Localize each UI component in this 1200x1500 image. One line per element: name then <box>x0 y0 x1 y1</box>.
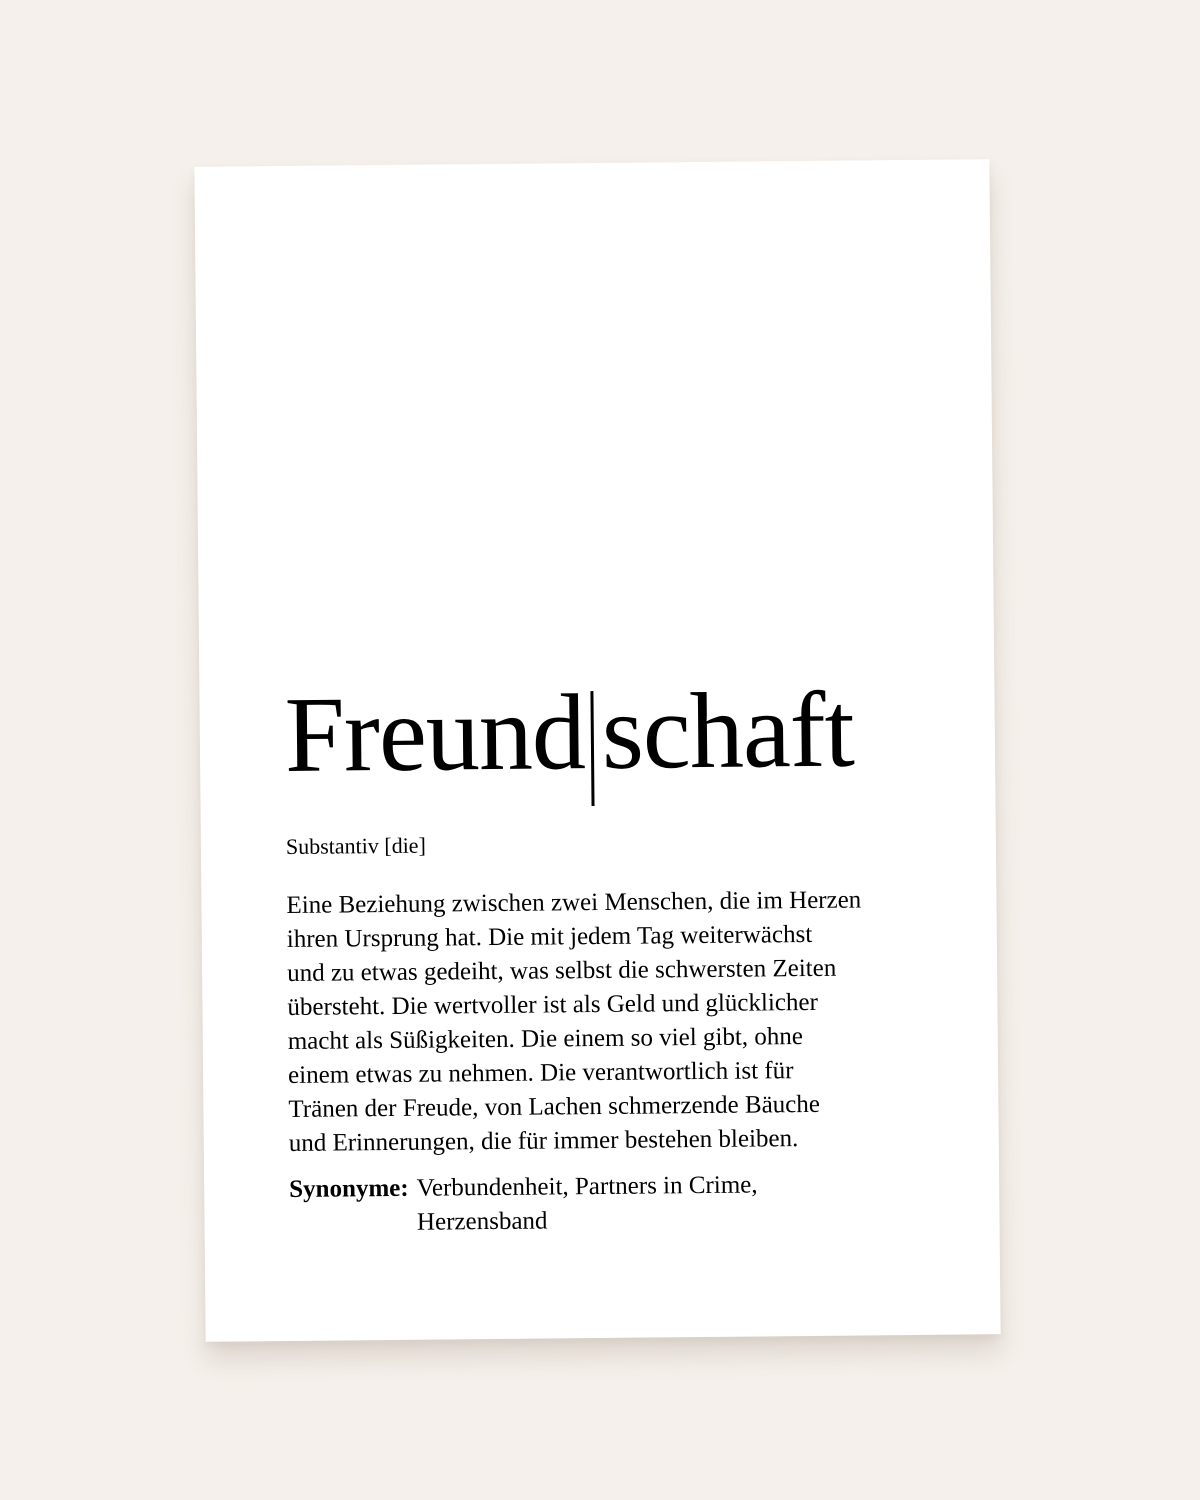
definition-block <box>284 670 929 1241</box>
headword <box>284 670 925 801</box>
syllable-divider <box>590 691 594 806</box>
part-of-speech: Substantiv [die] <box>285 832 426 859</box>
synonyms <box>289 1167 930 1241</box>
headword-syllable-2: schaft <box>601 670 855 792</box>
headword-syllable-1: Freund <box>284 673 586 795</box>
poster-card <box>194 159 1000 1342</box>
synonyms-label: Synonyme: <box>289 1174 409 1203</box>
definition-text: Eine Beziehung zwischen zwei Menschen, die im Herzen ihren Ursprung hat. Die mit jedem Tag weiterwächst und zu etwas gedeiht, was selbst die schwersten Zeiten übersteht. Die wertvoller ist als Geld und glücklicher macht als Süßigkeiten. Die einem so viel gibt, ohne einem etwas zu nehmen. Die verantwortlich ist für Tränen der Freude, von Lachen schmerzende Bäuche und Erinnerungen, die für immer bestehen bleiben. <box>286 886 862 1157</box>
synonyms-value: Verbundenheit, Partners in Crime, Herzensband <box>416 1171 758 1236</box>
